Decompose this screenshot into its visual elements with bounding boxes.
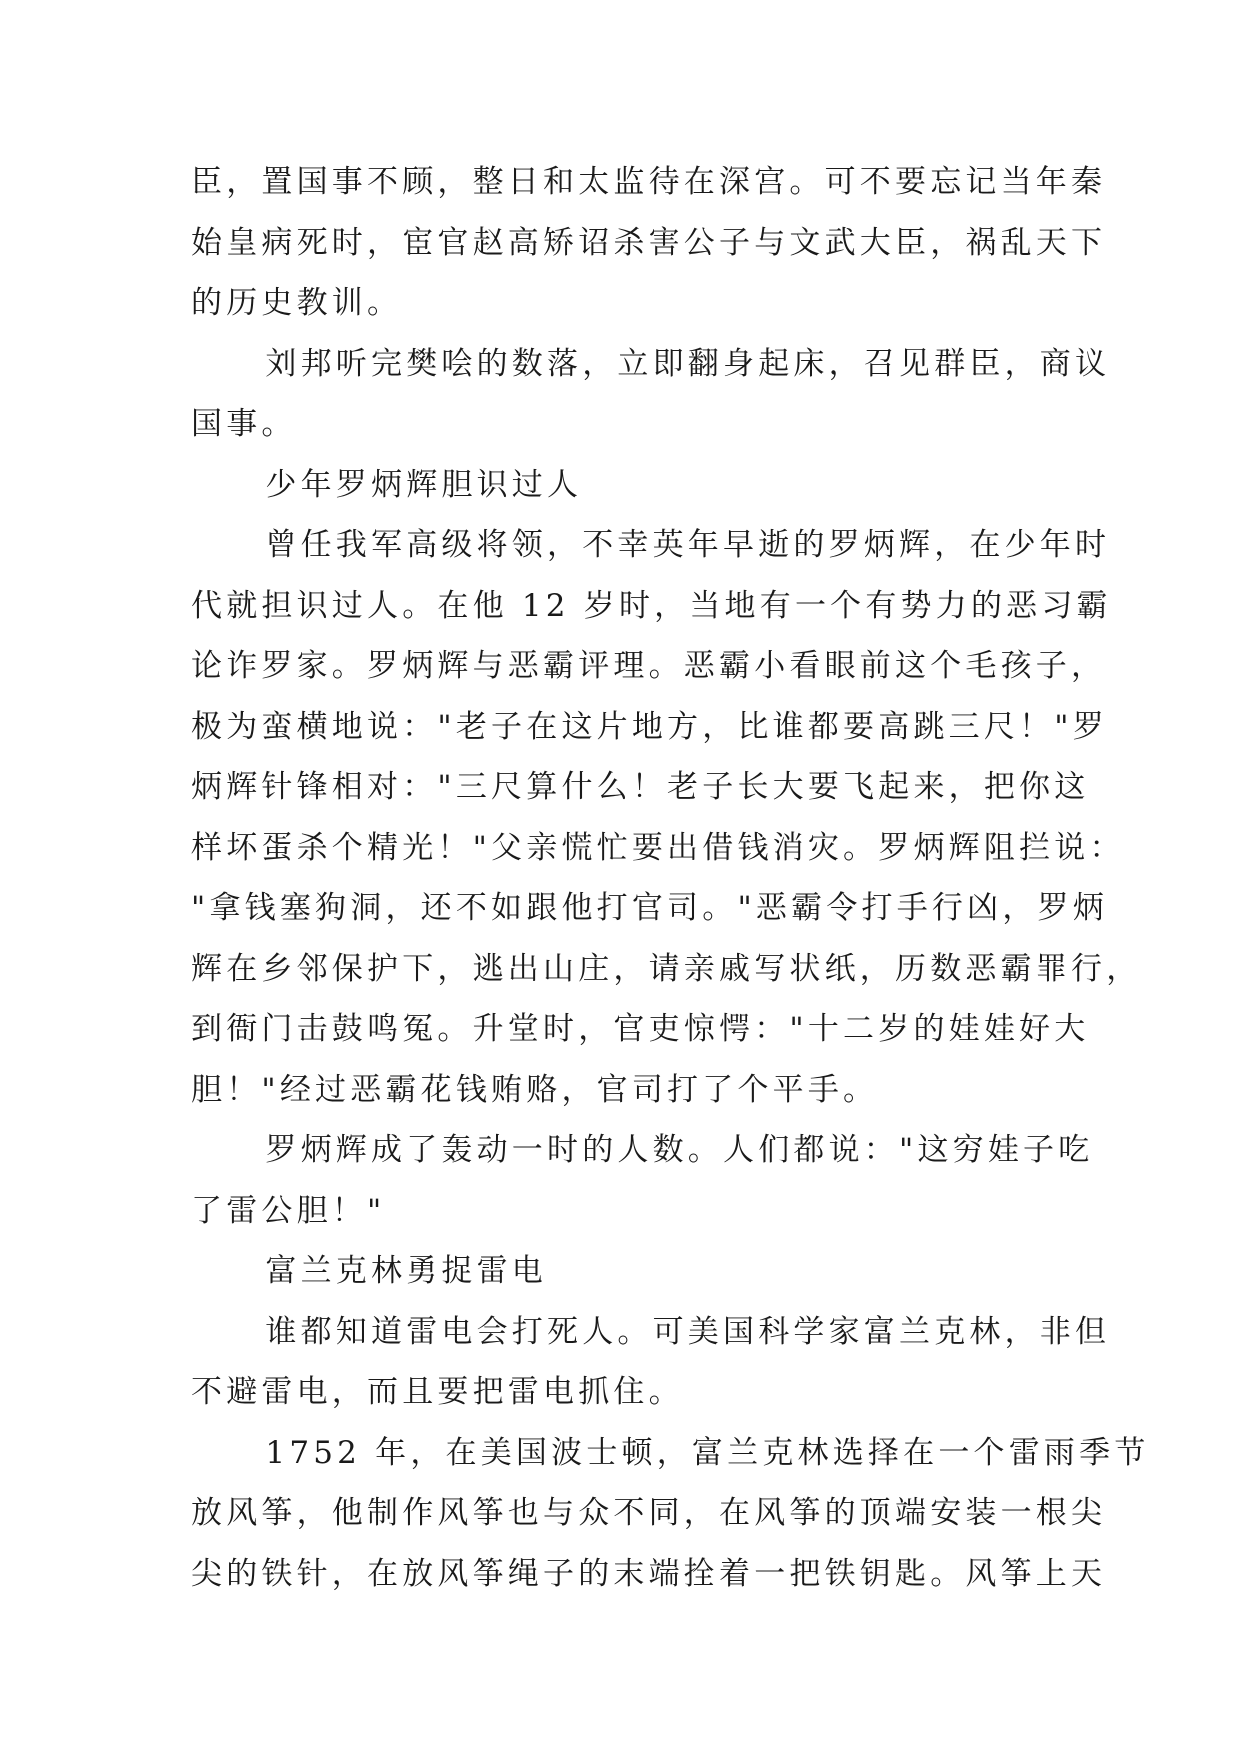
paragraph <box>191 1120 1094 1241</box>
text-line: 的历史教训。 <box>191 285 403 321</box>
text-line: 1752 年，在美国波士顿，富兰克林选择在一个雷雨季节 <box>265 1434 1150 1471</box>
text-line: 谁都知道雷电会打死人。可美国科学家富兰克林，非但 <box>265 1313 1111 1350</box>
text-line: 始皇病死时，宦官赵高矫诏杀害公子与文武大臣，祸乱天下 <box>191 224 1107 261</box>
text-line: 到衙门击鼓鸣冤。升堂时，官吏惊愕："十二岁的娃娃好大 <box>191 1011 1090 1047</box>
text-line: 少年罗炳辉胆识过人 <box>265 466 583 503</box>
text-line: 放风筝，他制作风筝也与众不同，在风筝的顶端安装一根尖 <box>191 1495 1107 1531</box>
text-line: 富兰克林勇捉雷电 <box>265 1253 547 1289</box>
paragraph <box>191 1423 1150 1605</box>
paragraph <box>191 152 1107 334</box>
text-line: 国事。 <box>191 406 297 442</box>
text-line: 论诈罗家。罗炳辉与恶霸评理。恶霸小看眼前这个毛孩子， <box>191 648 1107 684</box>
text-line: 了雷公胆！" <box>191 1192 386 1229</box>
text-line: 辉在乡邻保护下，逃出山庄，请亲戚写状纸，历数恶霸罪行， <box>191 950 1142 987</box>
paragraph <box>191 515 1142 1120</box>
text-line: 尖的铁针，在放风筝绳子的末端拴着一把铁钥匙。风筝上天 <box>191 1555 1107 1592</box>
text-line: 极为蛮横地说："老子在这片地方，比谁都要高跳三尺！"罗 <box>191 708 1108 745</box>
paragraph <box>191 455 1059 516</box>
text-line: 炳辉针锋相对："三尺算什么！老子长大要飞起来，把你这 <box>191 769 1090 805</box>
text-line: 样坏蛋杀个精光！"父亲慌忙要出借钱消灾。罗炳辉阻拦说： <box>191 829 1125 866</box>
text-line: 代就担识过人。在他 12 岁时，当地有一个有势力的恶习霸 <box>191 587 1112 624</box>
text-line: 刘邦听完樊哙的数落，立即翻身起床，召见群臣，商议 <box>265 345 1111 382</box>
paragraph <box>191 1302 1111 1423</box>
document-body <box>191 152 1150 1604</box>
paragraph <box>191 334 1111 455</box>
text-line: 曾任我军高级将领，不幸英年早逝的罗炳辉，在少年时 <box>265 527 1111 563</box>
text-line: 不避雷电，而且要把雷电抓住。 <box>191 1374 684 1410</box>
text-line: 胆！"经过恶霸花钱贿赂，官司打了个平手。 <box>191 1071 879 1108</box>
text-line: 臣，置国事不顾，整日和太监待在深宫。可不要忘记当年秦 <box>191 164 1107 200</box>
text-line: 罗炳辉成了轰动一时的人数。人们都说："这穷娃子吃 <box>265 1132 1094 1168</box>
text-line: "拿钱塞狗洞，还不如跟他打官司。"恶霸令打手行凶，罗炳 <box>191 890 1108 926</box>
paragraph <box>191 1241 1059 1302</box>
